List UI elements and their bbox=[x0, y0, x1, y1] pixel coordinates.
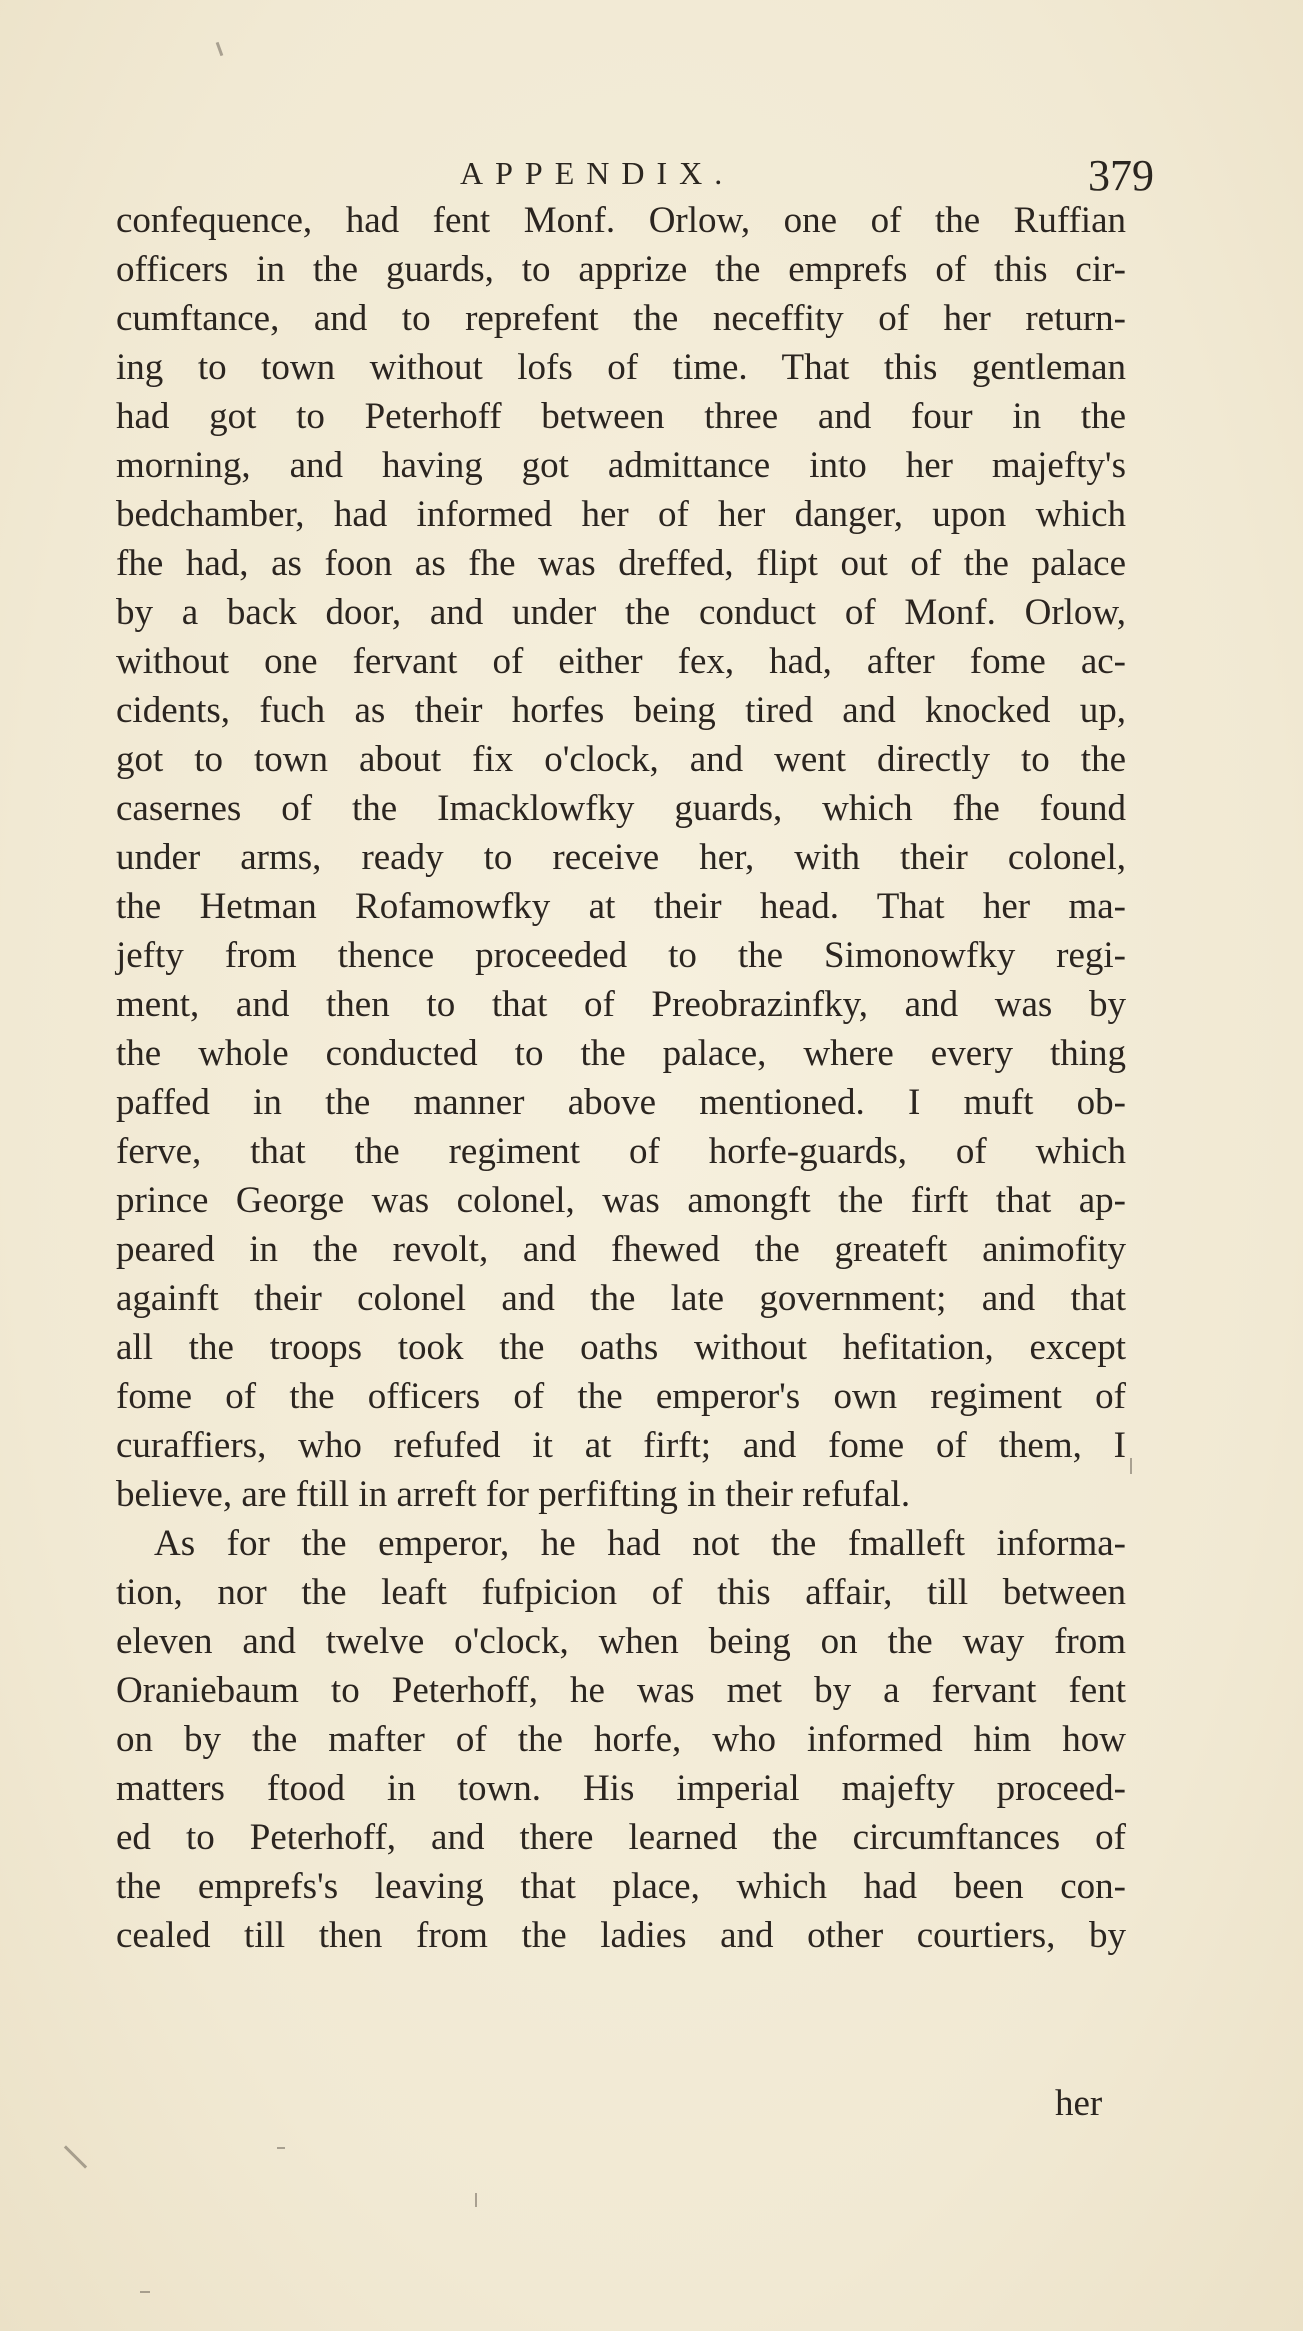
text-line: morning, and having got admittance into her majefty's bbox=[116, 445, 1126, 486]
text-line: all the troops took the oaths without hefitation, except bbox=[116, 1327, 1126, 1368]
text-line: ferve, that the regiment of horfe-guards, of which bbox=[116, 1131, 1126, 1172]
text-line: jefty from thence proceeded to the Simonowfky regi- bbox=[116, 935, 1126, 976]
text-line: officers in the guards, to apprize the emprefs of this cir- bbox=[116, 249, 1126, 290]
text-line: tion, nor the leaft fufpicion of this affair, till between bbox=[116, 1572, 1126, 1613]
text-line: under arms, ready to receive her, with their colonel, bbox=[116, 837, 1126, 878]
text-line: peared in the revolt, and fhewed the greateft animofity bbox=[116, 1229, 1126, 1270]
paper-speck bbox=[140, 2291, 150, 2293]
text-line: Oraniebaum to Peterhoff, he was met by a fervant fent bbox=[116, 1670, 1126, 1711]
text-line: ing to town without lofs of time. That this gentleman bbox=[116, 347, 1126, 388]
paper-speck bbox=[64, 2145, 87, 2168]
text-line: cealed till then from the ladies and other courtiers, by bbox=[116, 1915, 1126, 1956]
paper-speck bbox=[1130, 1458, 1132, 1474]
text-line: cidents, fuch as their horfes being tired and knocked up, bbox=[116, 690, 1126, 731]
text-line: eleven and twelve o'clock, when being on the way from bbox=[116, 1621, 1126, 1662]
text-line: the Hetman Rofamowfky at their head. That her ma- bbox=[116, 886, 1126, 927]
text-line: bedchamber, had informed her of her danger, upon which bbox=[116, 494, 1126, 535]
text-line: on by the mafter of the horfe, who informed him how bbox=[116, 1719, 1126, 1760]
catchword: her bbox=[1055, 2083, 1103, 2124]
text-line: cumftance, and to reprefent the neceffity of her return- bbox=[116, 298, 1126, 339]
text-line: by a back door, and under the conduct of Monf. Orlow, bbox=[116, 592, 1126, 633]
text-line: paffed in the manner above mentioned. I muft ob- bbox=[116, 1082, 1126, 1123]
paper-speck bbox=[216, 42, 224, 56]
text-line: confequence, had fent Monf. Orlow, one of the Ruffian bbox=[116, 200, 1126, 241]
text-line: the whole conducted to the palace, where every thing bbox=[116, 1033, 1126, 1074]
text-line: againft their colonel and the late government; and that bbox=[116, 1278, 1126, 1319]
text-line: had got to Peterhoff between three and four in the bbox=[116, 396, 1126, 437]
paper-speck bbox=[277, 2147, 285, 2149]
text-line: without one fervant of either fex, had, after fome ac- bbox=[116, 641, 1126, 682]
body-text bbox=[116, 196, 1126, 1960]
text-line: fome of the officers of the emperor's own regiment of bbox=[116, 1376, 1126, 1417]
running-head: APPENDIX. bbox=[460, 155, 735, 191]
text-line: curaffiers, who refufed it at firft; and fome of them, I bbox=[116, 1425, 1126, 1466]
text-line: got to town about fix o'clock, and went directly to the bbox=[116, 739, 1126, 780]
text-line: believe, are ftill in arreft for perfifting in their refufal. bbox=[116, 1474, 911, 1515]
text-line: As for the emperor, he had not the fmalleft informa- bbox=[154, 1523, 1126, 1564]
paper-speck bbox=[475, 2193, 477, 2207]
page-number: 379 bbox=[1088, 151, 1154, 200]
text-line: prince George was colonel, was amongft the firft that ap- bbox=[116, 1180, 1126, 1221]
text-line: ment, and then to that of Preobrazinfky, and was by bbox=[116, 984, 1126, 1025]
text-line: casernes of the Imacklowfky guards, which fhe found bbox=[116, 788, 1126, 829]
text-line: the emprefs's leaving that place, which had been con- bbox=[116, 1866, 1126, 1907]
text-line: matters ftood in town. His imperial majefty proceed- bbox=[116, 1768, 1126, 1809]
text-line: ed to Peterhoff, and there learned the circumftances of bbox=[116, 1817, 1126, 1858]
text-line: fhe had, as foon as fhe was dreffed, flipt out of the palace bbox=[116, 543, 1126, 584]
